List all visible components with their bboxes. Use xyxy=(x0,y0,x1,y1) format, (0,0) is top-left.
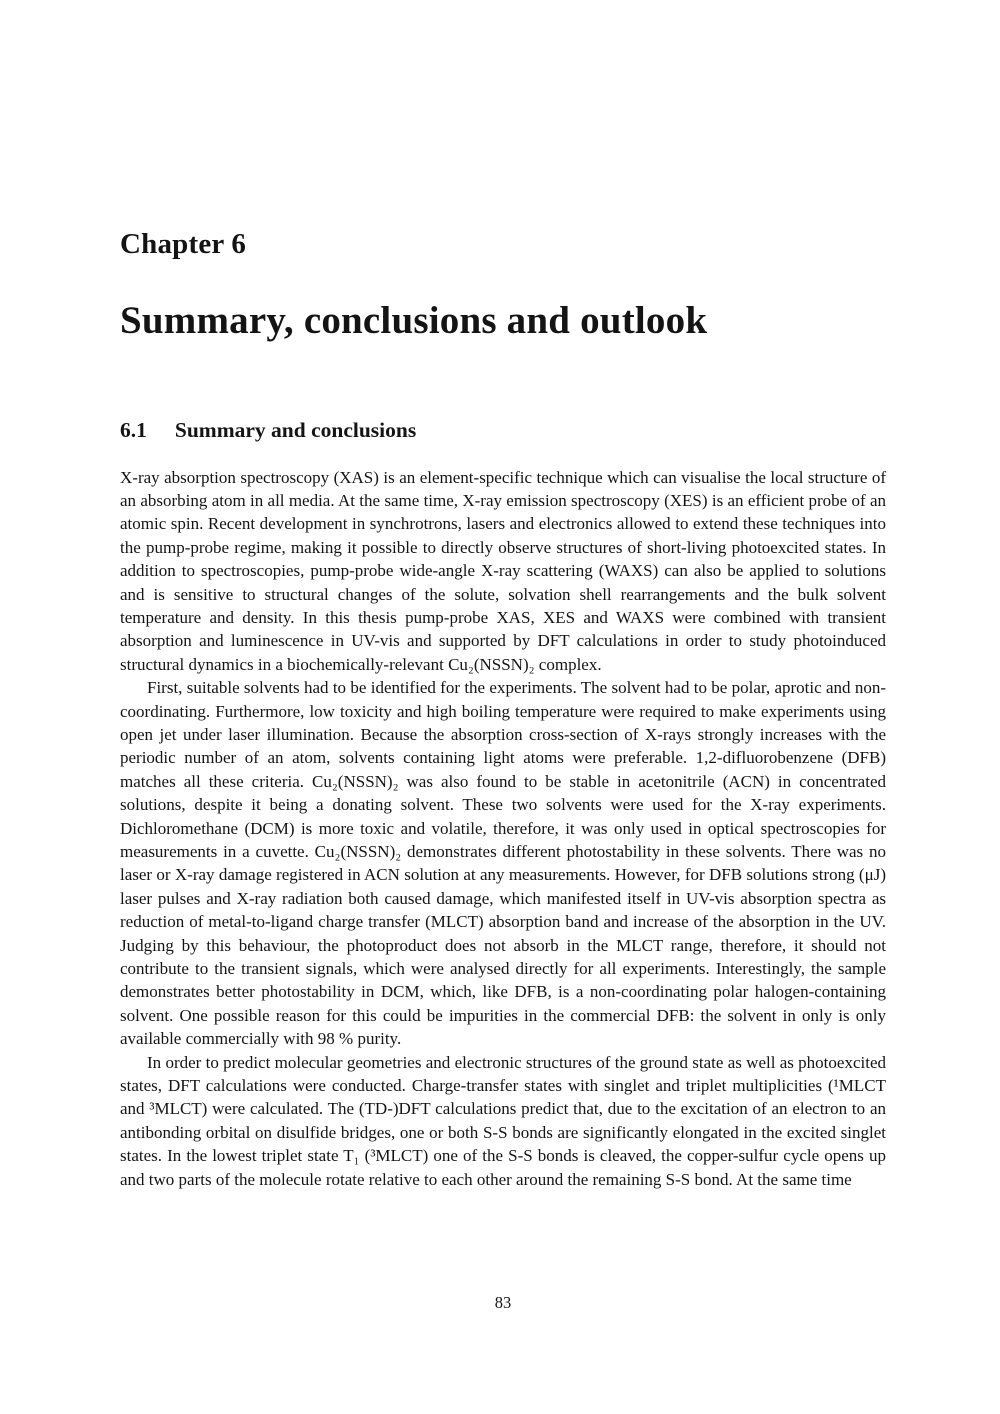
paragraph-solvents: First, suitable solvents had to be identified for the experiments. The solvent had to be polar, aprotic and non-coordinating. Furthermore, low toxicity and high boiling temperature were required to make experiments using open jet under laser illumination. Because the absorption cross-section of X-rays strongly increases with the periodic number of an atom, solvents containing light atoms were preferable. 1,2-difluorobenzene (DFB) matches all these criteria. Cu₂(NSSN)₂ was also found to be stable in acetonitrile (ACN) in concentrated solutions, despite it being a donating solvent. These two solvents were used for the X-ray experiments. Dichloromethane (DCM) is more toxic and volatile, therefore, it was only used in optical spectroscopies for measurements in a cuvette. Cu₂(NSSN)₂ demonstrates different photostability in these solvents. There was no laser or X-ray damage registered in ACN solution at any measurements. However, for DFB solutions strong (μJ) laser pulses and X-ray radiation both caused damage, which manifested itself in UV-vis absorption spectra as reduction of metal-to-ligand charge transfer (MLCT) absorption band and increase of the absorption in the UV. Judging by this behaviour, the photoproduct does not absorb in the MLCT range, therefore, it should not contribute to the transient signals, which were analysed directly for all experiments. Interestingly, the sample demonstrates better photostability in DCM, which, like DFB, is a non-coordinating polar halogen-containing solvent. One possible reason for this could be impurities in the commercial DFB: the solvent in only is only available commercially with 98 % purity. xyxy=(120,678,886,1049)
section-title: Summary and conclusions xyxy=(174,418,417,442)
chapter-label: Chapter 6 xyxy=(120,228,247,260)
text-column xyxy=(120,0,886,1191)
paragraph-summary-intro: X-ray absorption spectroscopy (XAS) is an element-specific technique which can visualise the local structure of an absorbing atom in all media. At the same time, X-ray emission spectroscopy (XES) is an efficient probe of an atomic spin. Recent development in synchrotrons, lasers and electronics allowed to extend these techniques into the pump-probe regime, making it possible to directly observe structures of short-living photoexcited states. In addition to spectroscopies, pump-probe wide-angle X-ray scattering (WAXS) can also be applied to solutions and is sensitive to structural changes of the solute, solvation shell rearrangements and the bulk solvent temperature and density. In this thesis pump-probe XAS, XES and WAXS were combined with transient absorption and luminescence in UV-vis and supported by DFT calculations in order to study photoinduced structural dynamics in a biochemically-relevant Cu₂(NSSN)₂ complex. xyxy=(120,467,886,674)
page-number: 83 xyxy=(494,1293,512,1312)
chapter-title: Summary, conclusions and outlook xyxy=(120,299,708,342)
section-heading xyxy=(120,420,886,442)
section-number: 6.1 xyxy=(120,418,147,442)
paragraph-dft: In order to predict molecular geometries and electronic structures of the ground state as well as photoexcited states, DFT calculations were conducted. Charge-transfer states with singlet and triplet multiplicities (¹MLCT and ³MLCT) were calculated. The (TD-)DFT calculations predict that, due to the excitation of an electron to an antibonding orbital on disulfide bridges, one or both S-S bonds are significantly elongated in the excited singlet states. In the lowest triplet state T₁ (³MLCT) one of the S-S bonds is cleaved, the copper-sulfur cycle opens up and two parts of the molecule rotate relative to each other around the remaining S-S bond. At the same time xyxy=(120,1052,886,1189)
